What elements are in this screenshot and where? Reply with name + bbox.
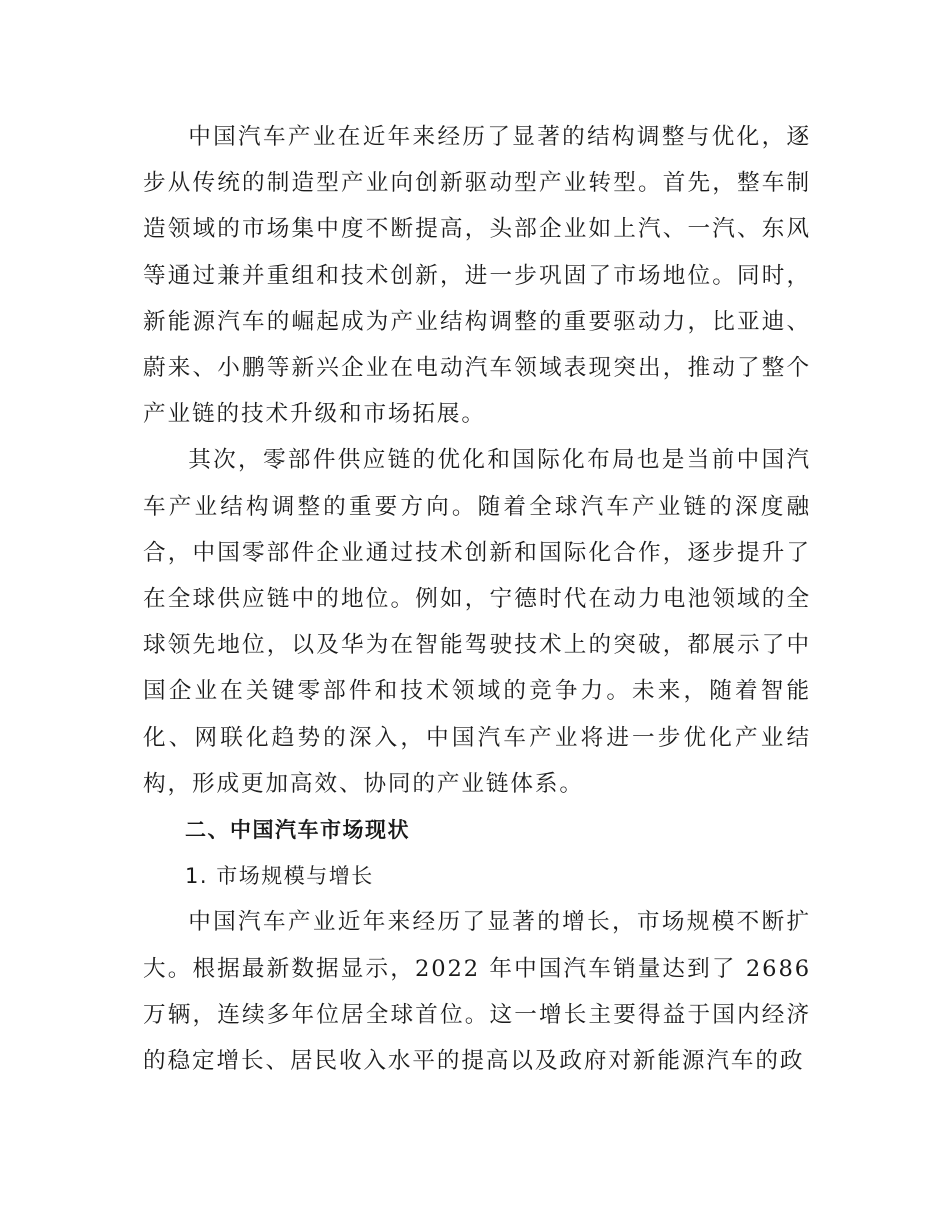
paragraph-market-scale: 中国汽车产业近年来经历了显著的增长，市场规模不断扩大。根据最新数据显示，2022 年中国汽车销量达到了 2686 万辆，连续多年位居全球首位。这一增长主要得益于国内经济的稳定增长、居民收入水平的提高以及政府对新能源汽车的政 [143,909,811,1075]
document-page [143,114,811,1084]
section-heading: 二、中国汽车市场现状 [185,818,410,843]
paragraph-industry-structure: 中国汽车产业在近年来经历了显著的结构调整与优化，逐步从传统的制造型产业向创新驱动型产业转型。首先，整车制造领域的市场集中度不断提高，头部企业如上汽、一汽、东风等通过兼并重组和技术创新，进一步巩固了市场地位。同时，新能源汽车的崛起成为产业结构调整的重要驱动力，比亚迪、蔚来、小鹏等新兴企业在电动汽车领域表现突出，推动了整个产业链的技术升级和市场拓展。 [143,124,811,428]
subsection-heading: 1. 市场规模与增长 [185,864,374,889]
paragraph-supply-chain: 其次，零部件供应链的优化和国际化布局也是当前中国汽车产业结构调整的重要方向。随着全球汽车产业链的深度融合，中国零部件企业通过技术创新和国际化合作，逐步提升了在全球供应链中的地位。例如，宁德时代在动力电池领域的全球领先地位，以及华为在智能驾驶技术上的突破，都展示了中国企业在关键零部件和技术领域的竞争力。未来，随着智能化、网联化趋势的深入，中国汽车产业将进一步优化产业结构，形成更加高效、协同的产业链体系。 [143,447,811,797]
